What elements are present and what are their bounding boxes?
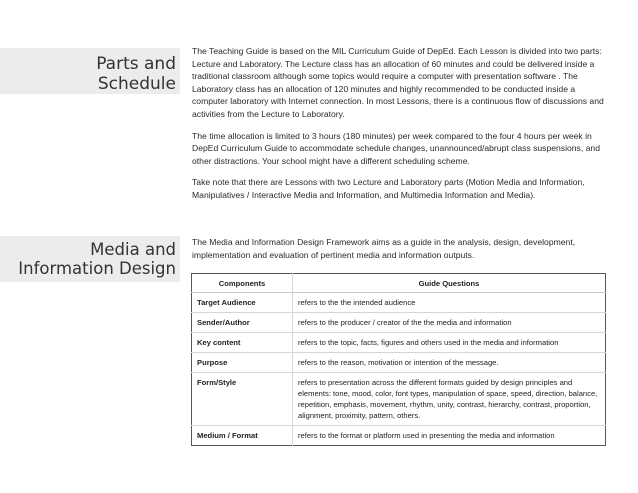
question-cell: refers to the format or platform used in presenting the media and information	[293, 426, 606, 446]
parts-paragraph-3: Take note that there are Lessons with two Lecture and Laboratory parts (Motion Media and Information, Manipulatives / Interactive Media and Information, and Multimedia Information and Media).	[192, 177, 585, 200]
question-cell: refers to the topic, facts, figures and others used in the media and information	[293, 333, 606, 353]
question-cell: refers to the reason, motivation or intention of the message.	[293, 353, 606, 373]
table-row	[192, 293, 606, 313]
media-heading-line1: Media and	[90, 240, 176, 259]
table-row	[192, 373, 606, 426]
parts-body	[192, 45, 610, 211]
component-cell: Medium / Format	[192, 426, 293, 446]
header-components: Components	[192, 274, 293, 293]
component-cell: Sender/Author	[192, 313, 293, 333]
parts-heading-band	[0, 48, 180, 94]
guide-table	[191, 273, 606, 446]
parts-paragraph-2: The time allocation is limited to 3 hours (180 minutes) per week compared to the four 4 hours per week in DepEd Curriculum Guide to accommodate schedule changes, unannounced/abrupt class suspensions, and other distractions. Your school might have a different scheduling scheme.	[192, 130, 600, 166]
media-heading	[18, 240, 180, 279]
component-cell: Form/Style	[192, 373, 293, 426]
question-cell: refers to the producer / creator of the the media and information	[293, 313, 606, 333]
question-cell: refers to the the intended audience	[293, 293, 606, 313]
component-cell: Key content	[192, 333, 293, 353]
parts-heading	[96, 54, 180, 94]
parts-heading-line1: Parts and	[96, 54, 176, 74]
component-cell: Target Audience	[192, 293, 293, 313]
table-header-row	[192, 274, 606, 293]
component-cell: Purpose	[192, 353, 293, 373]
parts-heading-line2: Schedule	[97, 74, 176, 95]
media-heading-band	[0, 236, 180, 282]
table-row	[192, 426, 606, 446]
table-row	[192, 313, 606, 333]
media-intro-text: The Media and Information Design Framework aims as a guide in the analysis, design, development, implementation and evaluation of pertinent media and information outputs.	[192, 237, 576, 260]
header-guide-questions: Guide Questions	[293, 274, 606, 293]
media-heading-line2: Information Design	[18, 259, 176, 279]
table-row	[192, 353, 606, 373]
table-row	[192, 333, 606, 353]
media-intro	[192, 236, 610, 270]
parts-paragraph-1: The Teaching Guide is based on the MIL Curriculum Guide of DepEd. Each Lesson is divided into two parts: Lecture and Laboratory. The Lecture class has an allocation of 60 minutes and could be delivered inside a traditional classroom although some topics would require a computer with presentation software . The Laboratory class has an allocation of 120 minutes and highly recommended to be conducted inside a computer laboratory with Internet connection. In most Lessons, there is a continuous flow of discussions and activities from the Lecture to Laboratory.	[192, 46, 604, 119]
question-cell: refers to presentation across the different formats guided by design principles and elements: tone, mood, color, font types, manipulation of space, speed, direction, balance, repetition, emphasis, movement, rhythm, unity, contrast, hierarchy, contrast, proportion, alignment, proximity, pattern, others.	[293, 373, 606, 426]
